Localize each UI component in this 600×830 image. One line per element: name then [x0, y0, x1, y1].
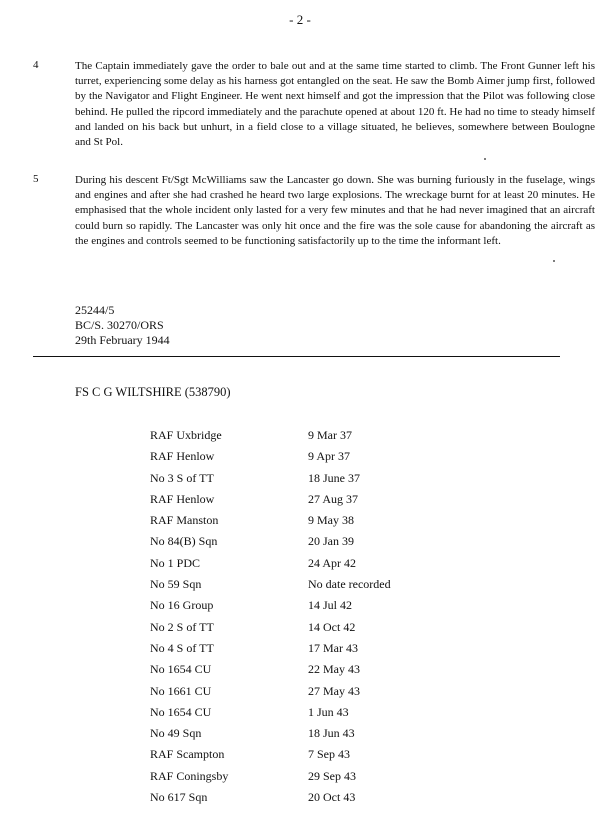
- file-reference: 25244/5: [75, 303, 115, 317]
- posting-date: 29 Sep 43: [308, 768, 356, 783]
- posting-date: 17 Mar 43: [308, 640, 358, 655]
- posting-date: 18 June 37: [308, 470, 360, 485]
- posting-unit: No 617 Sqn: [150, 790, 208, 805]
- posting-row: [150, 577, 450, 598]
- posting-row: [150, 769, 450, 790]
- posting-date: 1 Jun 43: [308, 704, 349, 719]
- posting-date: 18 Jun 43: [308, 726, 355, 741]
- posting-unit: No 3 S of TT: [150, 470, 214, 485]
- posting-unit: RAF Henlow: [150, 491, 215, 506]
- posting-date: 9 May 38: [308, 513, 354, 528]
- page-number: - 2 -: [289, 12, 311, 27]
- posting-unit: RAF Coningsby: [150, 768, 229, 783]
- postings-table: [150, 428, 450, 811]
- posting-row: [150, 534, 450, 555]
- posting-row: [150, 790, 450, 811]
- posting-unit: No 4 S of TT: [150, 640, 214, 655]
- posting-row: [150, 471, 450, 492]
- posting-row: [150, 492, 450, 513]
- posting-unit: RAF Henlow: [150, 449, 215, 464]
- paragraph-text: During his descent Ft/Sgt McWilliams saw the Lancaster go down. She was burning furiously in the fuselage, wings and engines and after she had crashed he heard two large explosions. The wreckage burnt for at least 20 minutes. He emphasised that the whole incident only lasted for a very few minutes and that he had never imagined that an aircraft could burn so rapidly. The Lancaster was only hit once and the fire was the sole cause for abandoning the aircraft as the engines and controls seemed to be functioning satisfactorily up to the time the informant left.: [75, 174, 595, 247]
- reference-date: 29th February 1944: [75, 333, 170, 347]
- scan-speck: [553, 260, 555, 262]
- posting-unit: No 49 Sqn: [150, 726, 202, 741]
- bcs-reference: BC/S. 30270/ORS: [75, 318, 164, 332]
- posting-row: [150, 641, 450, 662]
- posting-row: [150, 620, 450, 641]
- posting-date: 24 Apr 42: [308, 555, 356, 570]
- posting-unit: RAF Scampton: [150, 747, 225, 762]
- reference-block: [75, 303, 170, 348]
- posting-row: [150, 705, 450, 726]
- scan-speck: [484, 158, 486, 160]
- posting-date: 9 Mar 37: [308, 428, 352, 442]
- airman-name: FS C G WILTSHIRE (538790): [75, 385, 231, 399]
- posting-date: 7 Sep 43: [308, 747, 350, 762]
- posting-date: 20 Oct 43: [308, 790, 356, 805]
- posting-row: [150, 449, 450, 470]
- posting-date: 27 Aug 37: [308, 491, 359, 506]
- posting-unit: No 2 S of TT: [150, 619, 214, 634]
- posting-unit: No 1661 CU: [150, 683, 212, 698]
- posting-date: 22 May 43: [308, 662, 360, 677]
- posting-unit: No 16 Group: [150, 598, 214, 613]
- posting-unit: No 1654 CU: [150, 662, 212, 677]
- posting-unit: No 1 PDC: [150, 555, 201, 570]
- posting-unit: No 1654 CU: [150, 704, 212, 719]
- posting-unit: No 84(B) Sqn: [150, 534, 218, 549]
- posting-date: 27 May 43: [308, 683, 360, 698]
- posting-row: [150, 662, 450, 683]
- paragraph-number: 5: [33, 173, 39, 185]
- posting-row: [150, 726, 450, 747]
- posting-unit: RAF Uxbridge: [150, 428, 222, 442]
- posting-date: 14 Jul 42: [308, 598, 353, 613]
- posting-date: 14 Oct 42: [308, 619, 356, 634]
- posting-date: 9 Apr 37: [308, 449, 350, 464]
- section-divider: [33, 356, 560, 357]
- posting-unit: RAF Manston: [150, 513, 219, 528]
- posting-row: [150, 556, 450, 577]
- posting-row: [150, 684, 450, 705]
- posting-row: [150, 513, 450, 534]
- paragraph-number: 4: [33, 59, 39, 71]
- posting-row: [150, 598, 450, 619]
- paragraph-text: The Captain immediately gave the order to bale out and at the same time started to climb. The Front Gunner left his turret, experiencing some delay as his harness got entangled on the seat. He saw the Bomb Aimer jump first, followed by the Navigator and Flight Engineer. He went next himself and got the impression that the Pilot was following close behind. He pulled the ripcord immediately and the parachute opened at about 120 ft. He had no time to steady himself and landed on his back but unhurt, in a field close to a village situated, he believes, somewhere between Boulogne and St Pol.: [75, 60, 595, 149]
- posting-unit: No 59 Sqn: [150, 577, 202, 592]
- posting-row: [150, 747, 450, 768]
- posting-date: 20 Jan 39: [308, 534, 354, 549]
- posting-date: No date recorded: [308, 577, 391, 592]
- posting-row: [150, 428, 450, 449]
